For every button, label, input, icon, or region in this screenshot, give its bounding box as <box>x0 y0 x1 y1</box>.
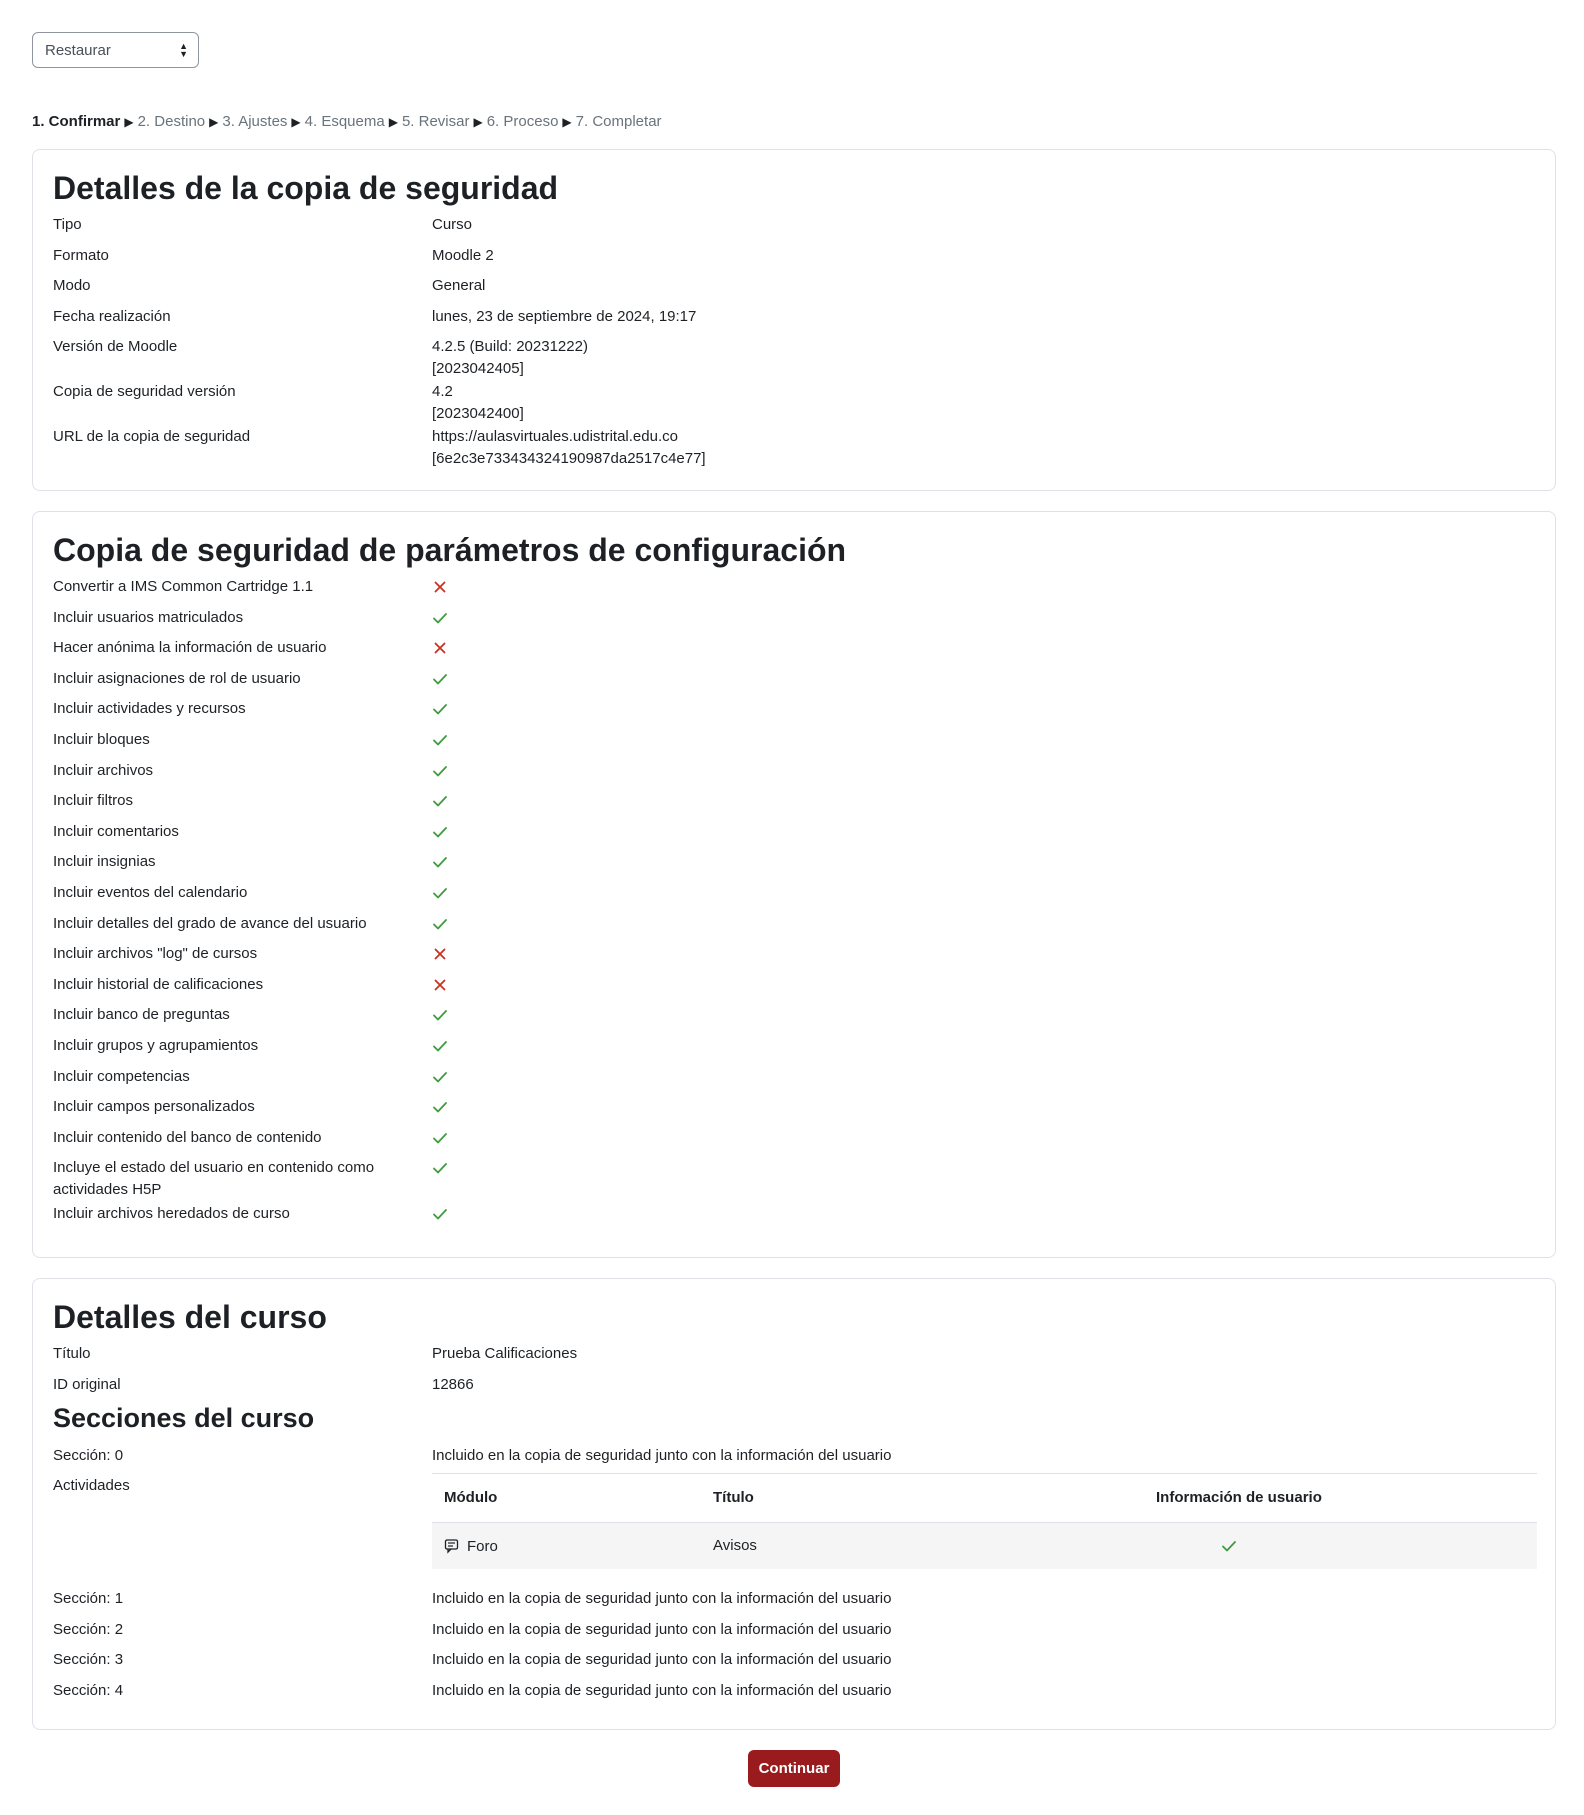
setting-label: Incluir banco de preguntas <box>53 1006 230 1024</box>
setting-label: Incluir eventos del calendario <box>53 884 248 901</box>
check-icon <box>432 793 448 809</box>
backup-settings-title: Copia de seguridad de parámetros de configuración <box>53 532 847 568</box>
check-icon <box>432 610 448 626</box>
setting-label: Incluir campos personalizados <box>53 1098 255 1116</box>
setting-label: Convertir a IMS Common Cartridge 1.1 <box>53 578 314 595</box>
check-icon <box>1221 1538 1237 1558</box>
header-title: Título <box>713 1489 754 1506</box>
setting-label: Incluir archivos heredados de curso <box>53 1205 290 1223</box>
setting-label: Incluir detalles del grado de avance del usuario <box>53 914 367 932</box>
step-confirm: 1. Confirmar <box>32 113 121 130</box>
check-icon <box>432 916 448 932</box>
step-schema: 4. Esquema <box>304 113 385 130</box>
check-icon <box>432 1206 448 1222</box>
section-label: Sección: 0 <box>53 1447 124 1464</box>
detail-label: Versión de Moodle <box>53 338 178 355</box>
backup-settings-card <box>32 511 1556 1258</box>
activity-module: Foro <box>467 1537 498 1555</box>
section-label: Sección: 2 <box>53 1621 124 1638</box>
check-icon <box>432 701 448 717</box>
restore-steps-breadcrumb <box>32 113 662 130</box>
activities-label: Actividades <box>53 1477 130 1494</box>
detail-value: Moodle 2 <box>432 247 494 264</box>
setting-label: Incluir comentarios <box>53 822 179 840</box>
step-process: 6. Proceso <box>486 113 559 130</box>
activity-module-cell <box>444 1523 498 1569</box>
setting-label: Incluir grupos y agrupamientos <box>53 1037 259 1054</box>
step-review: 5. Revisar <box>401 113 470 130</box>
detail-value: https://aulasvirtuales.udistrital.edu.co <box>432 428 678 445</box>
setting-label: Incluir competencias <box>53 1067 190 1085</box>
check-icon <box>432 1160 448 1176</box>
course-label: Título <box>53 1345 91 1362</box>
detail-value-secondary: [6e2c3e733434324190987da2517c4e77] <box>432 450 706 467</box>
step-separator-icon: ▶ <box>209 115 219 129</box>
check-icon <box>432 824 448 840</box>
activity-row <box>432 1523 1537 1569</box>
setting-label: Incluir contenido del banco de contenido <box>53 1128 322 1146</box>
setting-label: Incluir historial de calificaciones <box>53 975 264 993</box>
course-sections-title: Secciones del curso <box>53 1403 315 1433</box>
restore-action-select[interactable] <box>32 32 199 68</box>
step-separator-icon: ▶ <box>124 115 134 129</box>
header-module: Módulo <box>444 1489 498 1506</box>
header-user-info: Información de usuario <box>1156 1489 1322 1506</box>
setting-label: Incluir archivos <box>53 761 154 779</box>
check-icon <box>432 732 448 748</box>
course-details-title: Detalles del curso <box>53 1299 327 1335</box>
check-icon <box>432 1038 448 1054</box>
check-icon <box>432 1130 448 1146</box>
check-icon <box>432 854 448 870</box>
continue-button[interactable]: Continuar <box>748 1750 840 1787</box>
step-settings: 3. Ajustes <box>222 113 288 130</box>
check-icon <box>432 671 448 687</box>
detail-value: 4.2 <box>432 383 453 400</box>
check-icon <box>432 885 448 901</box>
setting-label: Incluir actividades y recursos <box>53 700 246 718</box>
x-icon <box>432 640 448 656</box>
detail-value: General <box>432 277 486 294</box>
step-separator-icon: ▶ <box>388 115 398 129</box>
detail-label: Formato <box>53 247 109 264</box>
setting-label: Incluir usuarios matriculados <box>53 608 244 626</box>
section-label: Sección: 4 <box>53 1682 124 1699</box>
section-value: Incluido en la copia de seguridad junto con la información del usuario <box>432 1447 892 1464</box>
section-label: Sección: 3 <box>53 1651 124 1668</box>
check-icon <box>432 1099 448 1115</box>
setting-label: Hacer anónima la información de usuario <box>53 639 327 657</box>
check-icon <box>432 1069 448 1085</box>
select-arrows-icon: ▲ ▼ <box>179 41 188 59</box>
section-value: Incluido en la copia de seguridad junto con la información del usuario <box>432 1682 892 1699</box>
forum-icon <box>444 1538 460 1554</box>
section-label: Sección: 1 <box>53 1590 124 1607</box>
x-icon <box>432 579 448 595</box>
section-value: Incluido en la copia de seguridad junto con la información del usuario <box>432 1651 892 1668</box>
x-icon <box>432 977 448 993</box>
detail-value: lunes, 23 de septiembre de 2024, 19:17 <box>432 308 697 325</box>
backup-details-title: Detalles de la copia de seguridad <box>53 170 559 206</box>
step-complete: 7. Completar <box>575 113 662 130</box>
detail-label: Modo <box>53 277 91 294</box>
detail-value-secondary: [2023042405] <box>432 360 524 377</box>
course-value: 12866 <box>432 1376 474 1393</box>
course-label: ID original <box>53 1376 121 1393</box>
detail-label: URL de la copia de seguridad <box>53 428 251 445</box>
detail-label: Fecha realización <box>53 308 171 325</box>
detail-value: 4.2.5 (Build: 20231222) <box>432 338 588 355</box>
step-separator-icon: ▶ <box>473 115 483 129</box>
setting-label-continued: actividades H5P <box>53 1181 162 1199</box>
setting-label: Incluir filtros <box>53 792 134 810</box>
backup-details-card <box>32 149 1556 491</box>
section-value: Incluido en la copia de seguridad junto con la información del usuario <box>432 1621 892 1638</box>
step-separator-icon: ▶ <box>291 115 301 129</box>
detail-label: Tipo <box>53 216 82 233</box>
step-separator-icon: ▶ <box>562 115 572 129</box>
setting-label: Incluir bloques <box>53 731 150 748</box>
setting-label: Incluir archivos "log" de cursos <box>53 945 258 963</box>
course-details-card <box>32 1278 1556 1730</box>
check-icon <box>432 1007 448 1023</box>
setting-label: Incluye el estado del usuario en contenido como <box>53 1159 375 1177</box>
activity-title: Avisos <box>713 1537 757 1554</box>
section-value: Incluido en la copia de seguridad junto con la información del usuario <box>432 1590 892 1607</box>
x-icon <box>432 946 448 962</box>
restore-action-select-value: Restaurar <box>45 41 111 59</box>
detail-value-secondary: [2023042400] <box>432 405 524 422</box>
step-destination: 2. Destino <box>137 113 206 130</box>
setting-label: Incluir asignaciones de rol de usuario <box>53 669 301 687</box>
activities-table-header <box>432 1473 1537 1524</box>
setting-label: Incluir insignias <box>53 853 156 871</box>
check-icon <box>432 763 448 779</box>
course-value: Prueba Calificaciones <box>432 1345 578 1362</box>
detail-label: Copia de seguridad versión <box>53 383 236 400</box>
detail-value: Curso <box>432 216 473 233</box>
